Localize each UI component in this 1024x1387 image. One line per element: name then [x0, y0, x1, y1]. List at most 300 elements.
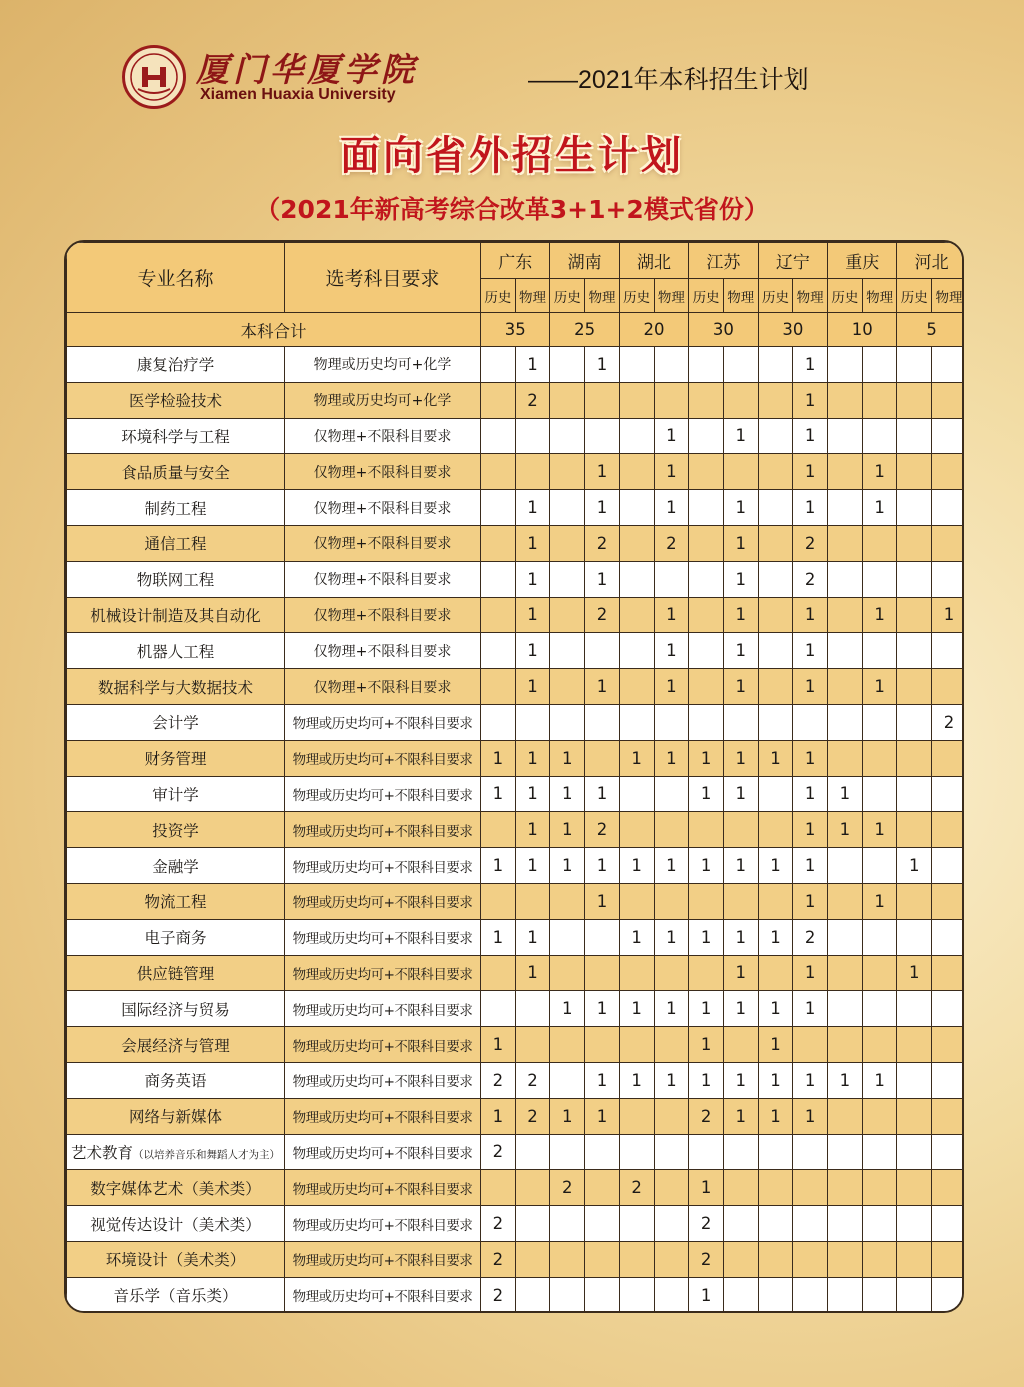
quota-cell — [654, 1206, 689, 1242]
quota-cell — [862, 991, 897, 1027]
quota-cell — [862, 704, 897, 740]
quota-cell — [550, 347, 585, 383]
table-row — [67, 1206, 965, 1242]
quota-cell — [897, 525, 932, 561]
table-row — [67, 597, 965, 633]
quota-cell: 1 — [515, 848, 550, 884]
quota-cell — [862, 1098, 897, 1134]
header-major: 专业名称 — [67, 243, 285, 313]
quota-cell — [585, 1027, 620, 1063]
header-province: 湖北 — [619, 243, 688, 279]
header-province: 河北 — [897, 243, 964, 279]
quota-cell — [862, 955, 897, 991]
requirement-cell: 物理或历史均可+化学 — [285, 347, 481, 383]
major-name-cell — [67, 1170, 285, 1206]
requirement-cell: 物理或历史均可+化学 — [285, 382, 481, 418]
major-name-cell — [67, 347, 285, 383]
quota-cell: 1 — [723, 633, 758, 669]
quota-cell: 2 — [793, 561, 828, 597]
quota-cell: 1 — [793, 347, 828, 383]
quota-cell — [758, 633, 793, 669]
quota-cell — [897, 1206, 932, 1242]
major-name: 会计学 — [152, 714, 199, 733]
requirement-cell: 仅物理+不限科目要求 — [285, 669, 481, 705]
quota-cell — [689, 525, 724, 561]
quota-cell — [897, 1170, 932, 1206]
quota-cell — [897, 776, 932, 812]
quota-cell — [619, 633, 654, 669]
quota-cell: 1 — [515, 525, 550, 561]
quota-cell — [689, 418, 724, 454]
quota-cell: 1 — [585, 561, 620, 597]
quota-cell — [619, 490, 654, 526]
quota-cell — [793, 1027, 828, 1063]
quota-cell: 1 — [619, 991, 654, 1027]
major-name-cell — [67, 776, 285, 812]
quota-cell: 1 — [758, 919, 793, 955]
total-row — [67, 313, 965, 347]
quota-cell — [481, 347, 516, 383]
quota-cell — [758, 955, 793, 991]
total-value: 30 — [689, 313, 758, 347]
quota-cell — [862, 1241, 897, 1277]
quota-cell: 1 — [793, 776, 828, 812]
quota-cell — [758, 561, 793, 597]
quota-cell — [932, 991, 964, 1027]
major-name: 财务管理 — [144, 750, 207, 769]
quota-cell — [897, 1134, 932, 1170]
enrollment-plan-table — [64, 240, 964, 1313]
quota-cell — [481, 669, 516, 705]
major-name: 视觉传达设计（美术类） — [90, 1215, 261, 1234]
quota-cell — [481, 525, 516, 561]
quota-cell — [550, 1277, 585, 1313]
quota-cell — [723, 1027, 758, 1063]
major-name-cell — [67, 1241, 285, 1277]
quota-cell — [758, 1206, 793, 1242]
quota-cell — [689, 883, 724, 919]
quota-cell: 1 — [515, 955, 550, 991]
quota-cell — [932, 382, 964, 418]
table-row — [67, 633, 965, 669]
quota-cell: 1 — [793, 883, 828, 919]
major-name-cell — [67, 812, 285, 848]
quota-cell — [723, 347, 758, 383]
quota-cell — [723, 704, 758, 740]
major-name-cell — [67, 1277, 285, 1313]
quota-cell — [550, 1027, 585, 1063]
quota-cell: 2 — [585, 812, 620, 848]
quota-cell: 2 — [585, 597, 620, 633]
plan-table — [66, 242, 964, 1313]
quota-cell — [619, 669, 654, 705]
quota-cell — [689, 597, 724, 633]
quota-cell: 1 — [585, 991, 620, 1027]
quota-cell — [550, 1206, 585, 1242]
header-track-history: 历史 — [619, 279, 654, 313]
major-name: 供应链管理 — [136, 964, 215, 983]
quota-cell — [515, 883, 550, 919]
table-row — [67, 561, 965, 597]
header-track-physics: 物理 — [723, 279, 758, 313]
quota-cell: 1 — [654, 490, 689, 526]
major-name: 物流工程 — [144, 893, 207, 912]
quota-cell: 2 — [481, 1277, 516, 1313]
table-row — [67, 955, 965, 991]
quota-cell — [515, 1134, 550, 1170]
quota-cell — [758, 490, 793, 526]
requirement-cell: 仅物理+不限科目要求 — [285, 633, 481, 669]
header-track-history: 历史 — [897, 279, 932, 313]
quota-cell — [932, 418, 964, 454]
quota-cell — [654, 1027, 689, 1063]
total-value: 5 — [897, 313, 964, 347]
major-name-cell — [67, 418, 285, 454]
major-name-cell — [67, 561, 285, 597]
quota-cell — [897, 1027, 932, 1063]
quota-cell — [932, 883, 964, 919]
quota-cell: 1 — [758, 740, 793, 776]
quota-cell: 1 — [723, 669, 758, 705]
quota-cell: 1 — [654, 597, 689, 633]
quota-cell — [932, 1062, 964, 1098]
quota-cell: 1 — [515, 490, 550, 526]
header-track-history: 历史 — [828, 279, 863, 313]
major-name-cell — [67, 919, 285, 955]
quota-cell — [585, 1206, 620, 1242]
quota-cell — [932, 740, 964, 776]
total-label: 本科合计 — [67, 313, 481, 347]
quota-cell: 2 — [654, 525, 689, 561]
quota-cell: 1 — [723, 418, 758, 454]
quota-cell — [481, 1170, 516, 1206]
quota-cell — [585, 704, 620, 740]
quota-cell — [654, 883, 689, 919]
quota-cell — [619, 1241, 654, 1277]
major-name-cell — [67, 454, 285, 490]
quota-cell — [550, 490, 585, 526]
quota-cell — [481, 955, 516, 991]
table-row — [67, 704, 965, 740]
quota-cell — [862, 919, 897, 955]
quota-cell: 1 — [585, 1098, 620, 1134]
quota-cell — [932, 1170, 964, 1206]
quota-cell: 2 — [689, 1206, 724, 1242]
quota-cell: 1 — [550, 812, 585, 848]
quota-cell: 2 — [793, 525, 828, 561]
quota-cell: 1 — [619, 740, 654, 776]
quota-cell: 1 — [689, 1170, 724, 1206]
quota-cell — [897, 347, 932, 383]
quota-cell: 1 — [585, 669, 620, 705]
quota-cell: 1 — [585, 347, 620, 383]
quota-cell — [932, 454, 964, 490]
quota-cell — [828, 418, 863, 454]
quota-cell: 1 — [862, 597, 897, 633]
table-row — [67, 883, 965, 919]
quota-cell: 1 — [654, 1062, 689, 1098]
quota-cell: 1 — [481, 848, 516, 884]
quota-cell: 1 — [550, 991, 585, 1027]
quota-cell: 2 — [689, 1241, 724, 1277]
quota-cell — [932, 812, 964, 848]
quota-cell — [654, 561, 689, 597]
quota-cell — [515, 1277, 550, 1313]
header-track-physics: 物理 — [654, 279, 689, 313]
quota-cell — [723, 454, 758, 490]
quota-cell: 1 — [862, 454, 897, 490]
quota-cell — [897, 919, 932, 955]
quota-cell — [897, 1277, 932, 1313]
table-row — [67, 919, 965, 955]
quota-cell: 1 — [515, 633, 550, 669]
quota-cell — [619, 597, 654, 633]
quota-cell: 1 — [515, 669, 550, 705]
quota-cell — [619, 382, 654, 418]
total-value: 25 — [550, 313, 619, 347]
requirement-cell: 物理或历史均可+不限科目要求 — [285, 848, 481, 884]
quota-cell — [619, 1277, 654, 1313]
quota-cell: 1 — [515, 812, 550, 848]
quota-cell — [758, 1134, 793, 1170]
quota-cell — [619, 525, 654, 561]
quota-cell — [585, 1134, 620, 1170]
table-row — [67, 1241, 965, 1277]
quota-cell — [585, 418, 620, 454]
quota-cell — [481, 418, 516, 454]
quota-cell — [654, 704, 689, 740]
quota-cell: 1 — [793, 955, 828, 991]
requirement-cell: 物理或历史均可+不限科目要求 — [285, 1134, 481, 1170]
quota-cell: 1 — [758, 991, 793, 1027]
quota-cell — [550, 454, 585, 490]
major-name: 通信工程 — [144, 535, 207, 554]
quota-cell: 1 — [689, 991, 724, 1027]
requirement-cell: 物理或历史均可+不限科目要求 — [285, 1062, 481, 1098]
quota-cell — [862, 382, 897, 418]
quota-cell: 1 — [689, 848, 724, 884]
major-name: 康复治疗学 — [136, 356, 215, 375]
major-name: 物联网工程 — [136, 571, 215, 590]
quota-cell: 1 — [793, 418, 828, 454]
header-province: 广东 — [481, 243, 550, 279]
quota-cell — [550, 704, 585, 740]
table-row — [67, 812, 965, 848]
quota-cell — [585, 919, 620, 955]
quota-cell — [550, 1134, 585, 1170]
quota-cell: 1 — [481, 1098, 516, 1134]
quota-cell: 1 — [723, 561, 758, 597]
requirement-cell: 仅物理+不限科目要求 — [285, 525, 481, 561]
quota-cell: 1 — [654, 991, 689, 1027]
quota-cell: 1 — [723, 525, 758, 561]
quota-cell: 1 — [793, 812, 828, 848]
quota-cell — [862, 776, 897, 812]
quota-cell — [897, 561, 932, 597]
sub-title: （2021年新高考综合改革3+1+2模式省份） — [255, 195, 769, 224]
quota-cell: 1 — [654, 848, 689, 884]
quota-cell — [585, 382, 620, 418]
quota-cell — [689, 382, 724, 418]
university-name-cn: 厦门华厦学院 — [196, 50, 418, 89]
requirement-cell: 物理或历史均可+不限科目要求 — [285, 740, 481, 776]
quota-cell — [481, 633, 516, 669]
quota-cell — [932, 669, 964, 705]
header-province: 重庆 — [828, 243, 897, 279]
quota-cell: 1 — [689, 919, 724, 955]
quota-cell — [515, 418, 550, 454]
requirement-cell: 仅物理+不限科目要求 — [285, 490, 481, 526]
quota-cell — [654, 1241, 689, 1277]
quota-cell: 1 — [585, 776, 620, 812]
quota-cell: 2 — [481, 1134, 516, 1170]
quota-cell — [689, 955, 724, 991]
quota-cell: 1 — [585, 883, 620, 919]
quota-cell: 1 — [550, 776, 585, 812]
quota-cell: 1 — [550, 848, 585, 884]
quota-cell — [619, 561, 654, 597]
requirement-cell: 物理或历史均可+不限科目要求 — [285, 1241, 481, 1277]
quota-cell — [897, 633, 932, 669]
quota-cell — [758, 776, 793, 812]
header-track-physics: 物理 — [862, 279, 897, 313]
table-row — [67, 740, 965, 776]
quota-cell: 1 — [585, 848, 620, 884]
major-name: 商务英语 — [144, 1072, 207, 1091]
quota-cell — [550, 633, 585, 669]
quota-cell — [585, 1277, 620, 1313]
quota-cell — [862, 561, 897, 597]
quota-cell — [828, 347, 863, 383]
table-row — [67, 490, 965, 526]
quota-cell — [619, 1098, 654, 1134]
quota-cell — [619, 776, 654, 812]
quota-cell — [897, 1098, 932, 1134]
quota-cell: 1 — [654, 669, 689, 705]
quota-cell — [828, 991, 863, 1027]
quota-cell: 1 — [723, 991, 758, 1027]
requirement-cell: 物理或历史均可+不限科目要求 — [285, 1027, 481, 1063]
quota-cell — [550, 418, 585, 454]
quota-cell: 1 — [862, 812, 897, 848]
table-row — [67, 991, 965, 1027]
major-name-cell — [67, 597, 285, 633]
header-province: 辽宁 — [758, 243, 827, 279]
quota-cell — [932, 1098, 964, 1134]
quota-cell — [689, 633, 724, 669]
table-row — [67, 1277, 965, 1313]
quota-cell: 2 — [481, 1241, 516, 1277]
quota-cell: 1 — [862, 669, 897, 705]
quota-cell — [619, 454, 654, 490]
requirement-cell: 物理或历史均可+不限科目要求 — [285, 919, 481, 955]
quota-cell — [689, 454, 724, 490]
quota-cell — [515, 991, 550, 1027]
plan-table-body — [67, 347, 965, 1314]
header-track-physics: 物理 — [793, 279, 828, 313]
major-name-cell — [67, 991, 285, 1027]
quota-cell — [793, 1206, 828, 1242]
quota-cell — [515, 1241, 550, 1277]
quota-cell — [481, 991, 516, 1027]
quota-cell — [585, 633, 620, 669]
quota-cell — [828, 1027, 863, 1063]
quota-cell — [897, 597, 932, 633]
table-row — [67, 1134, 965, 1170]
quota-cell — [654, 347, 689, 383]
quota-cell: 1 — [897, 955, 932, 991]
quota-cell: 1 — [897, 848, 932, 884]
quota-cell: 1 — [550, 740, 585, 776]
quota-cell — [654, 1134, 689, 1170]
quota-cell — [932, 848, 964, 884]
quota-cell: 2 — [550, 1170, 585, 1206]
quota-cell: 2 — [515, 1098, 550, 1134]
major-name: 会展经济与管理 — [121, 1036, 230, 1055]
quota-cell — [585, 1170, 620, 1206]
major-name-cell — [67, 382, 285, 418]
quota-cell — [932, 633, 964, 669]
quota-cell — [828, 704, 863, 740]
requirement-cell: 物理或历史均可+不限科目要求 — [285, 991, 481, 1027]
table-row — [67, 347, 965, 383]
quota-cell: 2 — [515, 382, 550, 418]
quota-cell — [619, 418, 654, 454]
quota-cell — [793, 1241, 828, 1277]
quota-cell — [550, 597, 585, 633]
requirement-cell: 物理或历史均可+不限科目要求 — [285, 1098, 481, 1134]
requirement-cell: 物理或历史均可+不限科目要求 — [285, 1170, 481, 1206]
quota-cell — [481, 454, 516, 490]
quota-cell: 1 — [758, 1098, 793, 1134]
header-track-physics: 物理 — [932, 279, 964, 313]
quota-cell — [862, 1277, 897, 1313]
major-name: 机械设计制造及其自动化 — [90, 606, 261, 625]
quota-cell — [828, 1170, 863, 1206]
quota-cell — [897, 740, 932, 776]
quota-cell: 1 — [585, 1062, 620, 1098]
requirement-cell: 物理或历史均可+不限科目要求 — [285, 955, 481, 991]
quota-cell — [723, 1277, 758, 1313]
quota-cell — [828, 1241, 863, 1277]
quota-cell: 1 — [654, 454, 689, 490]
major-name-cell — [67, 669, 285, 705]
quota-cell — [758, 597, 793, 633]
quota-cell — [932, 347, 964, 383]
quota-cell — [723, 1134, 758, 1170]
requirement-cell: 仅物理+不限科目要求 — [285, 597, 481, 633]
header-track-history: 历史 — [758, 279, 793, 313]
quota-cell: 1 — [828, 776, 863, 812]
quota-cell — [758, 525, 793, 561]
quota-cell — [862, 525, 897, 561]
requirement-cell: 物理或历史均可+不限科目要求 — [285, 1277, 481, 1313]
requirement-cell: 仅物理+不限科目要求 — [285, 418, 481, 454]
quota-cell: 1 — [689, 1062, 724, 1098]
header-province: 江苏 — [689, 243, 758, 279]
quota-cell: 1 — [793, 991, 828, 1027]
quota-cell — [619, 883, 654, 919]
major-name: 数字媒体艺术（美术类） — [90, 1179, 261, 1198]
table-row — [67, 1098, 965, 1134]
quota-cell — [515, 1170, 550, 1206]
header-track-physics: 物理 — [585, 279, 620, 313]
major-name: 网络与新媒体 — [128, 1108, 222, 1127]
quota-cell — [862, 848, 897, 884]
quota-cell — [758, 1241, 793, 1277]
quota-cell — [828, 1134, 863, 1170]
quota-cell — [550, 955, 585, 991]
